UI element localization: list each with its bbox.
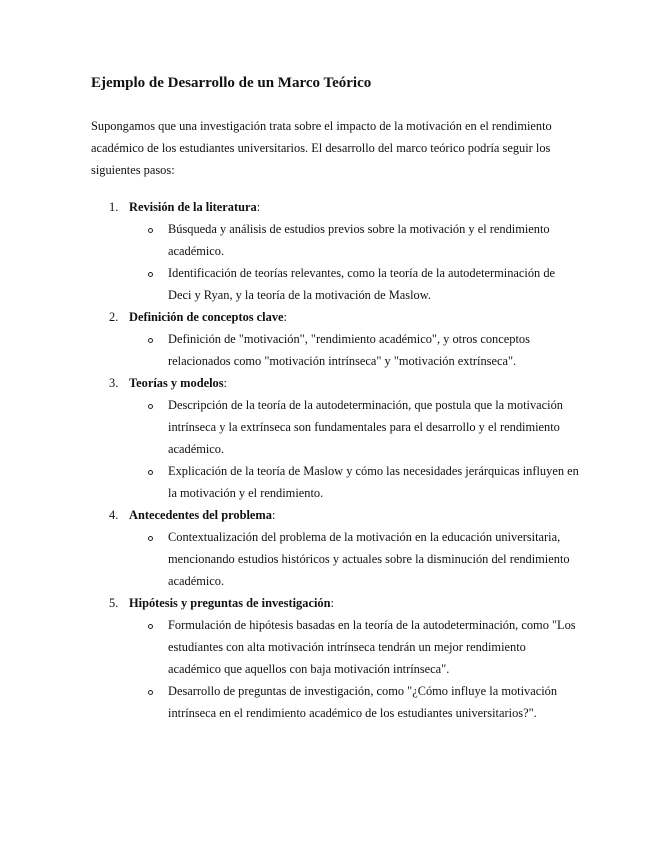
circle-bullet-icon — [148, 272, 153, 277]
step-bullets — [129, 526, 581, 592]
step-label: Teorías y modelos — [129, 376, 224, 390]
step-item — [91, 196, 581, 306]
circle-bullet-icon — [148, 470, 153, 475]
step-label-suffix: : — [283, 310, 287, 324]
bullet-text: Contextualización del problema de la motivación en la educación universitaria, mencionando estudios históricos y actuales sobre la disminución del rendimiento académico. — [168, 530, 570, 588]
step-label: Hipótesis y preguntas de investigación — [129, 596, 331, 610]
document-title: Ejemplo de Desarrollo de un Marco Teórico — [91, 75, 372, 91]
step-bullets — [129, 218, 581, 306]
bullet-text: Descripción de la teoría de la autodeterminación, que postula que la motivación intrínseca y la extrínseca son fundamentales para el desarrollo y el rendimiento académico. — [168, 398, 563, 456]
step-bullets — [129, 394, 581, 504]
bullet-text: Búsqueda y análisis de estudios previos sobre la motivación y el rendimiento académico. — [168, 222, 550, 258]
intro-paragraph: Supongamos que una investigación trata sobre el impacto de la motivación en el rendimiento académico de los estudiantes universitarios. El desarrollo del marco teórico podría seguir los siguientes pasos: — [91, 119, 552, 177]
circle-bullet-icon — [148, 404, 153, 409]
step-bullets — [129, 614, 581, 724]
step-number: 2. — [109, 310, 119, 324]
bullet-item — [91, 218, 581, 262]
circle-bullet-icon — [148, 536, 153, 541]
circle-bullet-icon — [148, 690, 153, 695]
bullet-item — [91, 262, 581, 306]
bullet-item — [91, 394, 581, 460]
circle-bullet-icon — [148, 338, 153, 343]
step-label: Definición de conceptos clave — [129, 310, 284, 324]
step-label: Antecedentes del problema — [129, 508, 272, 522]
circle-bullet-icon — [148, 228, 153, 233]
step-label-suffix: : — [330, 596, 334, 610]
step-bullets — [129, 328, 581, 372]
bullet-text: Identificación de teorías relevantes, como la teoría de la autodeterminación de Deci y Ryan, y la teoría de la motivación de Maslow. — [168, 266, 556, 302]
step-item — [91, 372, 581, 504]
bullet-item — [91, 614, 581, 680]
bullet-text: Formulación de hipótesis basadas en la teoría de la autodeterminación, como "Los estudiantes con alta motivación intrínseca tendrán un mejor rendimiento académico que aquellos con baja motivación intrínseca". — [168, 618, 576, 676]
steps-list — [91, 196, 581, 724]
step-label-suffix: : — [256, 200, 261, 214]
step-number: 1. — [109, 200, 119, 214]
step-number: 3. — [109, 376, 119, 390]
step-number: 5. — [109, 596, 119, 610]
bullet-item — [91, 460, 581, 504]
circle-bullet-icon — [148, 624, 153, 629]
bullet-text: Definición de "motivación", "rendimiento académico", y otros conceptos relacionados como "motivación intrínseca" y "motivación extrínseca". — [168, 332, 530, 368]
step-item — [91, 504, 581, 592]
bullet-item — [91, 680, 581, 724]
step-item — [91, 306, 581, 372]
step-label-suffix: : — [223, 376, 227, 390]
step-number: 4. — [109, 508, 119, 522]
step-label: Revisión de la literatura — [129, 200, 257, 214]
step-item — [91, 592, 581, 724]
bullet-text: Explicación de la teoría de Maslow y cómo las necesidades jerárquicas influyen en la motivación y el rendimiento. — [168, 464, 579, 500]
step-label-suffix: : — [271, 508, 276, 522]
bullet-item — [91, 526, 581, 592]
bullet-item — [91, 328, 581, 372]
bullet-text: Desarrollo de preguntas de investigación, como "¿Cómo influye la motivación intrínseca en el rendimiento académico de los estudiantes universitarios?". — [168, 684, 558, 720]
